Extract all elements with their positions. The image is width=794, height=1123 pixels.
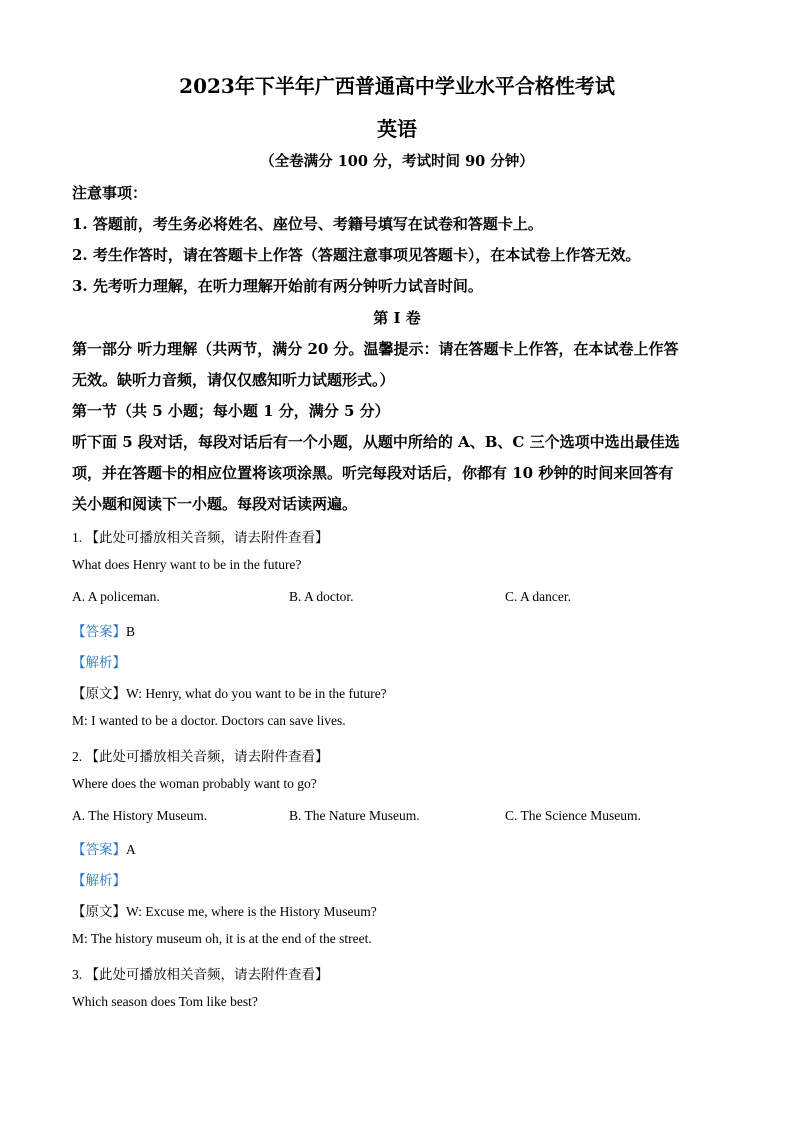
question-2-reply: M: The history museum oh, it is at the end of the street.	[72, 931, 372, 946]
original-label: 【原文】	[72, 686, 126, 701]
answer-value: B	[126, 624, 136, 639]
question-2-option-a: A. The History Museum.	[72, 808, 208, 823]
question-1-header[interactable]: 1. 【此处可播放相关音频，请去附件查看】	[72, 530, 329, 545]
original-label: 【原文】	[72, 904, 126, 919]
score-note: （全卷满分 100 分，考试时间 90 分钟）	[260, 153, 534, 170]
original-text: W: Henry, what do you want to be in the future?	[126, 686, 387, 701]
question-1-option-a: A. A policeman.	[72, 589, 160, 604]
notice-item: 2. 考生作答时，请在答题卡上作答（答题注意事项见答题卡），在本试卷上作答无效。	[72, 246, 641, 264]
section1-heading: 第一节（共 5 小题；每小题 1 分，满分 5 分）	[72, 402, 390, 420]
question-3-header[interactable]: 3. 【此处可播放相关音频，请去附件查看】	[72, 967, 329, 982]
question-2-original	[72, 900, 377, 920]
question-2-answer	[72, 838, 136, 858]
original-text: W: Excuse me, where is the History Museum?	[126, 904, 377, 919]
question-1-option-b: B. A doctor.	[289, 589, 354, 604]
part1-heading: 第一部分 听力理解（共两节，满分 20 分。温馨提示：请在答题卡上作答，在本试卷上作答	[72, 340, 679, 358]
question-2-header[interactable]: 2. 【此处可播放相关音频，请去附件查看】	[72, 749, 329, 764]
answer-value: A	[126, 842, 136, 857]
question-1-answer	[72, 620, 135, 640]
notice-item: 3. 先考听力理解，在听力理解开始前有两分钟听力试音时间。	[72, 277, 483, 295]
section1-instructions: 关小题和阅读下一小题。每段对话读两遍。	[72, 495, 358, 513]
question-2-stem: Where does the woman probably want to go?	[72, 776, 317, 791]
part1-heading-cont: 无效。缺听力音频，请仅仅感知听力试题形式。）	[72, 371, 395, 389]
question-1-analysis-label: 【解析】	[72, 655, 126, 670]
volume-title: 第 I 卷	[373, 309, 421, 327]
question-1-option-c: C. A dancer.	[505, 589, 571, 604]
question-2-option-c: C. The Science Museum.	[505, 808, 641, 823]
question-1-original	[72, 682, 387, 702]
notice-heading: 注意事项：	[72, 184, 148, 202]
question-1-reply: M: I wanted to be a doctor. Doctors can save lives.	[72, 713, 346, 728]
section1-instructions: 项，并在答题卡的相应位置将该项涂黑。听完每段对话后，你都有 10 秒钟的时间来回答有	[72, 464, 674, 482]
answer-label: 【答案】	[72, 624, 126, 639]
section1-instructions: 听下面 5 段对话，每段对话后有一个小题，从题中所给的 A、B、C 三个选项中选出最佳选	[72, 433, 680, 451]
question-1-stem: What does Henry want to be in the future?	[72, 557, 302, 572]
question-3-stem: Which season does Tom like best?	[72, 994, 258, 1009]
subject-title: 英语	[377, 117, 417, 141]
question-2-analysis-label: 【解析】	[72, 873, 126, 888]
answer-label: 【答案】	[72, 842, 126, 857]
notice-item: 1. 答题前，考生务必将姓名、座位号、考籍号填写在试卷和答题卡上。	[72, 215, 543, 233]
question-2-option-b: B. The Nature Museum.	[289, 808, 420, 823]
exam-title: 2023年下半年广西普通高中学业水平合格性考试	[179, 74, 615, 98]
